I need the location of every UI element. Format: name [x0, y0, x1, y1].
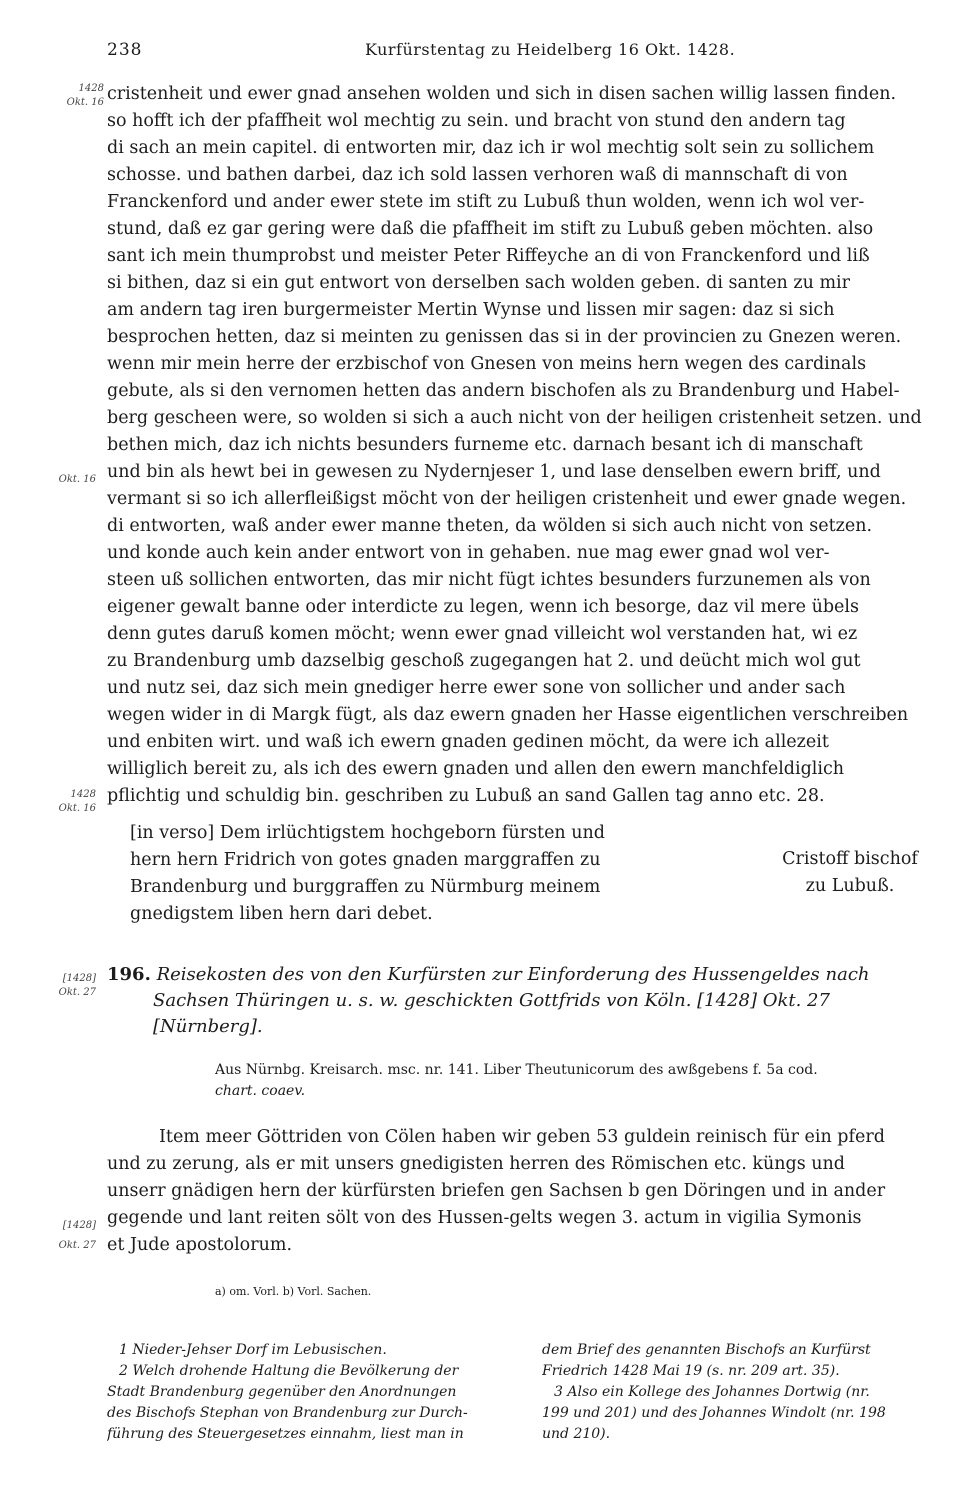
text-line: schosse. und bathen darbei, daz ich sold lassen verhoren waß di mannschaft di von	[107, 165, 848, 185]
margin-note-date: Okt. 27	[58, 987, 96, 998]
text-line: Franckenford und ander ewer stete im stift zu Lubuß thun wolden, wenn ich wol ver-	[107, 192, 865, 212]
text-line: besprochen hetten, daz si meinten zu genissen das si in der provincien zu Gnezen weren.	[107, 327, 902, 347]
text-line: gegende und lant reiten sölt von des Hussen-gelts wegen 3. actum in vigilia Symonis	[107, 1208, 862, 1228]
text-line: si bithen, daz si ein gut entwort von derselben sach wolden geben. di santen zu mir	[107, 273, 850, 293]
footnote-line: 3 Also ein Kollege des Johannes Dortwig (nr.	[554, 1384, 870, 1400]
address-line: hern hern Fridrich von gotes gnaden marggraffen zu	[130, 850, 601, 870]
text-line: gebute, als si den vernomen hetten das andern bischofen als zu Brandenburg und Habel-	[107, 381, 900, 401]
text-line: stund, daß ez gar gering were daß die pfaffheit im stift zu Lubuß geben möchten. also	[107, 219, 874, 239]
text-line: sant ich mein thumprobst und meister Peter Riffeyche an di von Franckenford und liß	[107, 246, 870, 266]
heading-line: Reisekosten des von den Kurfürsten zur Einforderung des Hussengeldes nach	[156, 964, 870, 985]
margin-note-year: 1428	[78, 83, 104, 94]
footnote-line: 199 und 201) und des Johannes Windolt (nr. 198	[542, 1405, 886, 1421]
page-number: 238	[107, 40, 143, 60]
margin-note-year: [1428]	[62, 973, 96, 984]
text-line: et Jude apostolorum.	[107, 1235, 293, 1255]
text-line: cristenheit und ewer gnad ansehen wolden und sich in disen sachen willig lassen finden.	[107, 84, 897, 104]
footnote-line: dem Brief des genannten Bischofs an Kurfürst	[542, 1342, 871, 1358]
margin-note-year: [1428]	[62, 1220, 96, 1231]
text-line: di sach an mein capitel. di entworten mir, daz ich ir wol mechtig solt sein zu sollichem	[107, 138, 875, 158]
signature-line: Cristoff bischof	[782, 849, 918, 869]
text-line: vermant si so ich allerfleißigst möcht von der heiligen cristenheit und ewer gnade wegen.	[107, 489, 907, 509]
address-line: [in verso] Dem irlüchtigstem hochgeborn fürsten und	[130, 823, 606, 843]
text-line: di entworten, waß ander ewer manne theten, da wölden si sich auch nicht von setzen.	[107, 516, 873, 536]
footnote-line: führung des Steuergesetzes einnahm, liest man in	[107, 1426, 464, 1442]
running-title: Kurfürstentag zu Heidelberg 16 Okt. 1428.	[365, 40, 736, 59]
text-line: williglich bereit zu, als ich des ewern gnaden und allen den ewern manchfeldiglich	[107, 759, 845, 779]
text-line: Item meer Göttriden von Cölen haben wir geben 53 guldein reinisch für ein pferd	[159, 1127, 885, 1147]
address-line: gnedigstem liben hern dari debet.	[130, 904, 433, 924]
text-line: bethen mich, daz ich nichts besunders furneme etc. darnach besant ich di manschaft	[107, 435, 863, 455]
margin-note-date: Okt. 16	[66, 97, 104, 108]
text-line: und enbiten wirt. und waß ich ewern gnaden gedinen möcht, da were ich allezeit	[107, 732, 829, 752]
letter-address	[130, 820, 690, 928]
text-line: wenn mir mein herre der erzbischof von Gnesen von meins hern wegen des cardinals	[107, 354, 867, 374]
source-line: Aus Nürnbg. Kreisarch. msc. nr. 141. Liber Theutunicorum des awßgebens f. 5a cod.	[215, 1062, 818, 1078]
text-line: berg gescheen were, so wolden si sich a auch nicht von der heiligen cristenheit setzen. und	[107, 408, 922, 428]
source-reference	[215, 1060, 955, 1102]
text-line: und bin als hewt bei in gewesen zu Nydernjeser 1, und lase denselben ewern briff, und	[107, 462, 881, 482]
signature-line: zu Lubuß.	[805, 876, 895, 896]
text-line: eigener gewalt banne oder interdicte zu legen, wenn ich besorge, daz vil mere übels	[107, 597, 859, 617]
footnote-line: Friedrich 1428 Mai 19 (s. nr. 209 art. 35).	[542, 1363, 840, 1379]
heading-line: Sachsen Thüringen u. s. w. geschickten Gottfrids von Köln. [1428] Okt. 27	[153, 990, 830, 1011]
text-line: unserr gnädigen hern der kürfürsten briefen gen Sachsen b gen Döringen und in ander	[107, 1181, 886, 1201]
text-line: steen uß sollichen entworten, das mir nicht fügt ichtes besunders furzunemen als von	[107, 570, 871, 590]
margin-note-date: Okt. 27	[58, 1240, 96, 1251]
address-line: Brandenburg und burggraffen zu Nürmburg meinem	[130, 877, 601, 897]
footnote-line: 1 Nieder-Jehser Dorf im Lebusischen.	[119, 1342, 387, 1358]
text-line: am andern tag iren burgermeister Mertin Wynse und lissen mir sagen: daz si sich	[107, 300, 835, 320]
letter-body	[107, 81, 957, 810]
margin-note-date: Okt. 16	[58, 474, 96, 485]
footnote-line: Stadt Brandenburg gegenüber den Anordnungen	[107, 1384, 457, 1400]
text-line: zu Brandenburg umb dazselbig geschoß zugegangen hat 2. und deücht mich wol gut	[107, 651, 861, 671]
text-line: und nutz sei, daz sich mein gnediger herre ewer sone von sollicher und ander sach	[107, 678, 846, 698]
text-line: denn gutes daruß komen möcht; wenn ewer gnad villeicht wol verstanden hat, wi ez	[107, 624, 858, 644]
margin-note-date: Okt. 16	[58, 803, 96, 814]
document-number: 196.	[107, 964, 151, 985]
footnote-line: des Bischofs Stephan von Brandenburg zur Durch-	[107, 1405, 468, 1421]
text-line: so hofft ich der pfaffheit wol mechtig zu sein. und bracht von stund den andern tag	[107, 111, 846, 131]
footnote-line: 2 Welch drohende Haltung die Bevölkerung der	[119, 1363, 459, 1379]
letter-signature	[760, 846, 940, 900]
margin-note-year: 1428	[70, 789, 96, 800]
text-line: und zu zerung, als er mit unsers gnedigisten herren des Römischen etc. küngs und	[107, 1154, 845, 1174]
footnote-line: und 210).	[542, 1426, 611, 1442]
critical-note: a) om. Vorl. b) Vorl. Sachen.	[215, 1285, 372, 1298]
text-line: pflichtig und schuldig bin. geschriben zu Lubuß an sand Gallen tag anno etc. 28.	[107, 786, 825, 806]
text-line: und konde auch kein ander entwort von in gehaben. nue mag ewer gnad wol ver-	[107, 543, 830, 563]
text-line: wegen wider in di Margk fügt, als daz ewern gnaden her Hasse eigentlichen verschreiben	[107, 705, 909, 725]
footnotes-right-column	[542, 1340, 957, 1445]
footnotes-left-column	[107, 1340, 522, 1445]
document-heading	[107, 962, 957, 1040]
heading-line: [Nürnberg].	[153, 1016, 263, 1037]
source-line: chart. coaev.	[215, 1083, 306, 1099]
document-body	[107, 1124, 957, 1259]
